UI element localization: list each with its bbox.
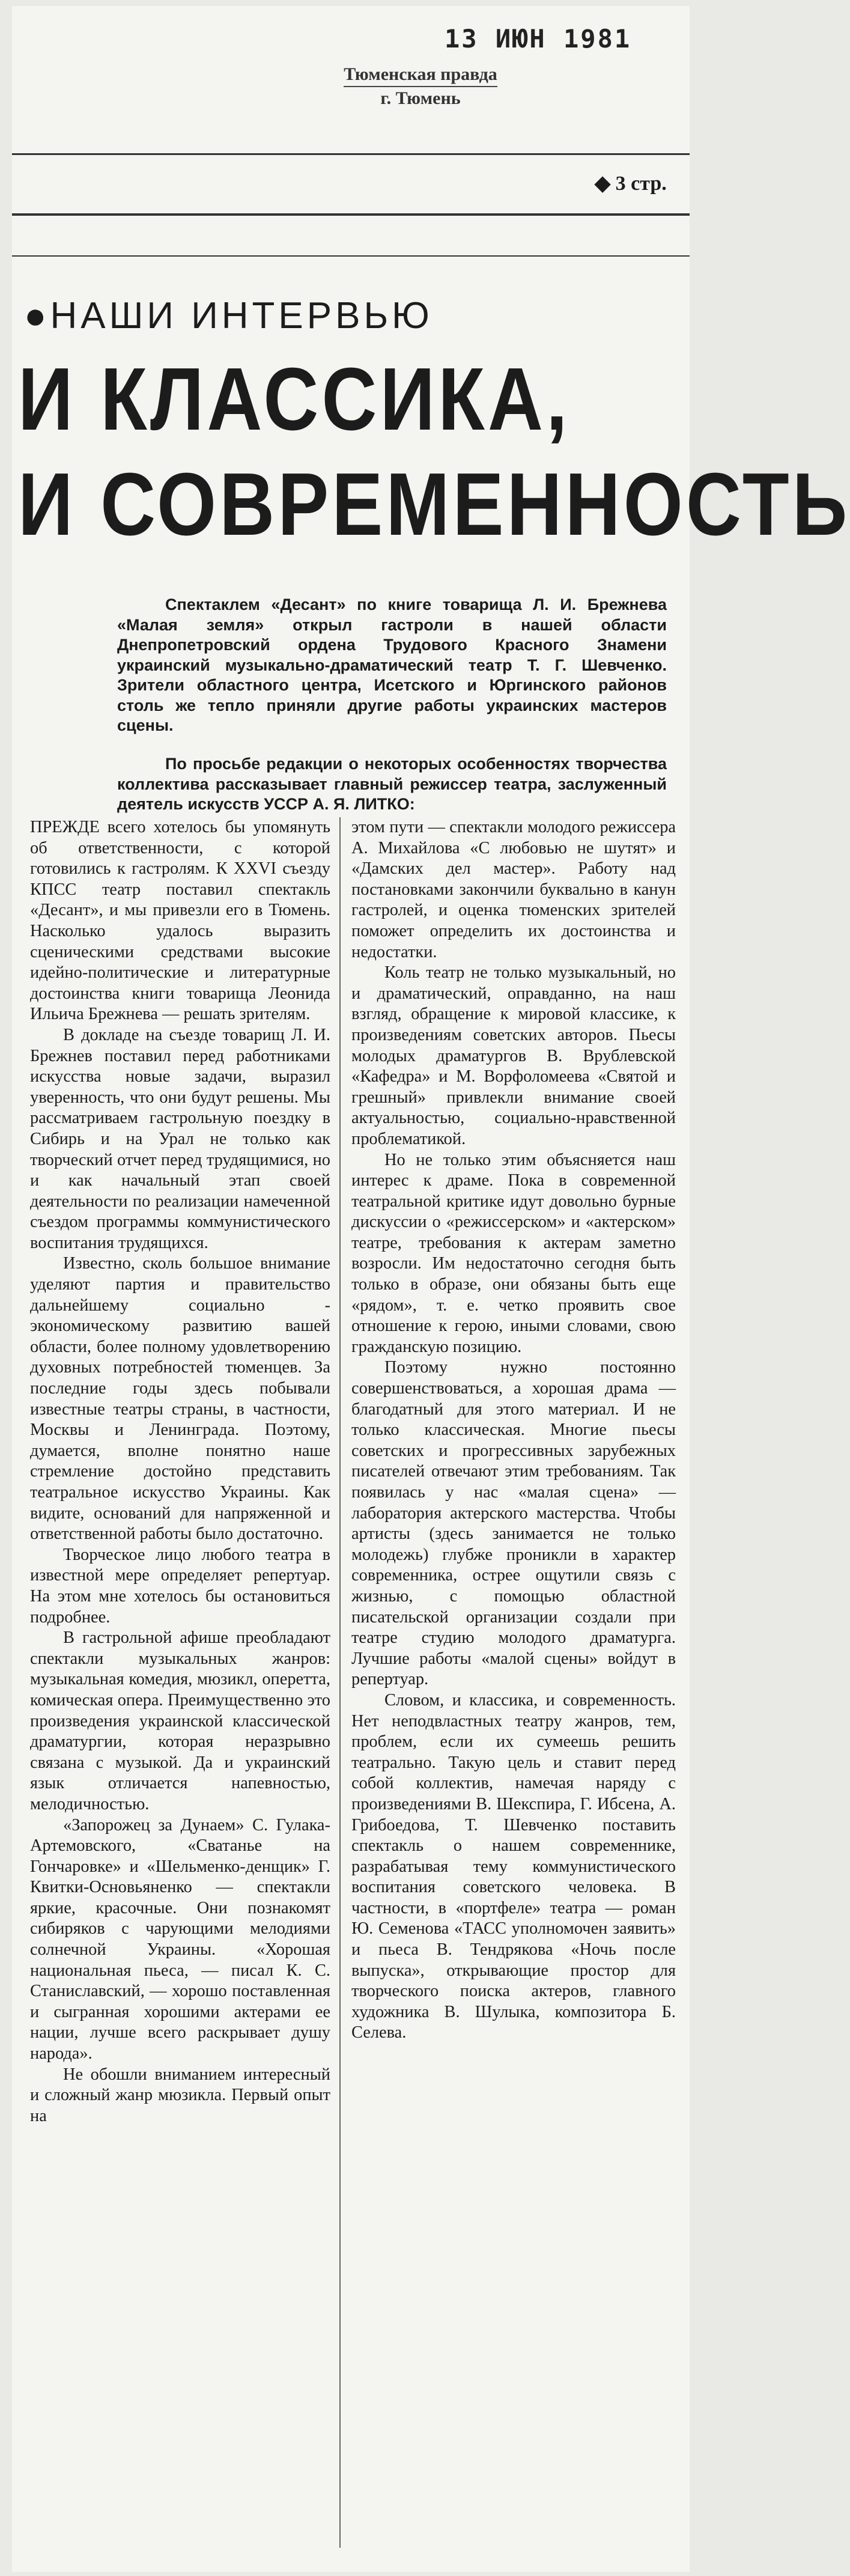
paragraph: Коль театр не только музыкальный, но и драматический, оправданно, на наш взгляд, обращение к мировой классике, к произведениям советских авторов. Пьесы молодых драматургов В. Врублевской «Кафедра» и М. Ворфоломеева «Святой и грешный» привлекли внимание своей актуальностью, социально-нравственной проблематикой.: [351, 963, 676, 1148]
paragraph: Творческое лицо любого театра в известной мере определяет репертуар. На этом мне хотелось бы остановиться подробнее.: [30, 1545, 330, 1627]
top-rule: [12, 153, 690, 155]
headline-line-2: И СОВРЕМЕННОСТЬ: [18, 455, 850, 554]
paragraph: В гастрольной афише преобладают спектакли музыкальных жанров: музыкальная комедия, мюзикл, оперетта, комическая опера. Преимущественно это произведения украинской классической драматургии, которая неразрывно связана с музыкой. Да и украинский язык отличается напевностью, мелодичностью.: [30, 1628, 330, 1813]
newspaper-city: г. Тюмень: [380, 88, 461, 108]
paragraph: этом пути — спектакли молодого режиссера А. Михайлова «С любовью не шутят» и «Дамских дел мастер». Работу над постановками закончили буквально в канун гастролей, и оценка тюменских зрителей поможет определить их достоинства и недостатки.: [351, 818, 676, 961]
paragraph: Известно, сколь большое внимание уделяют партия и правительство дальнейшему социально - экономическому развитию вашей области, более полному удовлетворению духовных потребностей тюменцев. За последние годы здесь побывали известные театры страны, в частности, Москвы и Ленинграда. Поэтому, думается, вполне понятно наше стремление достойно представить театральное искусство Украины. Как видите, оснований для напряженной и ответственной работы было достаточно.: [30, 1254, 330, 1544]
paragraph: «Запорожец за Дунаем» С. Гулака-Артемовского, «Сватанье на Гончаровке» и «Шельменко-денщик» Г. Квитки-Основьяненко — спектакли яркие, красочные. Они познакомят сибиряков с чарующими мелодиями солнечной Украины. «Хорошая национальная пьеса, — писал К. С. Станиславский, — хорошо поставленная и сыгранная хорошими актерами ее нации, лучше всего раскрывает душу народа».: [30, 1815, 330, 2063]
article-column-right: [351, 817, 676, 2044]
paragraph: ПРЕЖДЕ всего хотелось бы упомянуть об ответственности, с которой готовились к гастролям. К XXVI съезду КПСС театр поставил спектакль «Десант», и мы привезли его в Тюмень. Насколько удалось выразить сценическими средствами высокие идейно-политические и литературные достоинства книги товарища Леонида Ильича Брежнева — решать зрителям.: [30, 818, 330, 1024]
paragraph: Не обошли вниманием интересный и сложный жанр мюзикла. Первый опыт на: [30, 2065, 330, 2125]
header-rule: [12, 213, 690, 216]
date-stamp: 13 ИЮН 1981: [445, 24, 632, 53]
paragraph: В докладе на съезде товарищ Л. И. Брежнев поставил перед работниками искусства новые задачи, выразил уверенность, что они будут решены. Мы рассматриваем гастрольную поездку в Сибирь и на Урал не только как творческий отчет перед трудящимися, но и как начальный этап своей деятельности по реализации намеченной съездом программы коммунистического воспитания трудящихся.: [30, 1025, 330, 1252]
lead-paragraph-author: По просьбе редакции о некоторых особенностях творчества коллектива рассказывает главный режиссер театра, заслуженный деятель искусств УССР А. Я. ЛИТКО:: [117, 755, 667, 813]
article-column-left: [30, 817, 330, 2127]
newspaper-stamp: [294, 63, 547, 110]
newspaper-name: Тюменская правда: [344, 63, 497, 87]
rubric-rule: [12, 255, 690, 257]
paragraph: Словом, и классика, и современность. Нет неподвластных театру жанров, тем, проблем, если их сумеешь решить театрально. Такую цель и ставит перед собой коллектив, намечая наряду с произведениями В. Шекспира, Г. Ибсена, А. Грибоедова, Т. Шевченко поставить спектакль о нашем современнике, разрабатывая тему коммунистического воспитания советского человека. В частности, в «портфеле» театра — роман Ю. Семенова «ТАСС уполномочен заявить» и пьеса В. Тендрякова «Ночь после выпуска», открывающие простор для творческого поиска актеров, главного художника В. Шулыка, композитора Б. Селева.: [351, 1690, 676, 2042]
headline-line-1: И КЛАССИКА,: [18, 350, 571, 449]
paragraph: Поэтому нужно постоянно совершенствоваться, а хорошая драма — благодатный для этого материал. И не только классическая. Многие пьесы советских и прогрессивных зарубежных писателей отвечают этим требованиям. Так появилась у нас «малая сцена» — лаборатория актерского мастерства. Чтобы артисты (здесь занимается не только молодежь) глубже проникли в характер современника, острее ощутили связь с жизнью, с помощью областной писательской организации создали при театре студию молодого драматурга. Лучшие работы «малой сцены» войдут в репертуар.: [351, 1358, 676, 1689]
page-reference: ◆ 3 стр.: [595, 172, 667, 195]
rubric: ●НАШИ ИНТЕРВЬЮ: [24, 295, 433, 336]
lead-paragraph: Спектаклем «Десант» по книге товарища Л. И. Брежнева «Малая земля» открыл гастроли в нашей области Днепропетровский ордена Трудового Красного Знамени украинский музыкально-драматический театр Т. Г. Шевченко. Зрители областного центра, Исетского и Юргинского районов столь же тепло приняли другие работы украинских мастеров сцены.: [117, 595, 667, 734]
column-divider: [339, 817, 341, 2548]
paragraph: Но не только этим объясняется наш интерес к драме. Пока в современной театральной критике идут довольно бурные дискуссии о «режиссерском» и «актерском» театре, требования к актерам заметно возросли. Им недостаточно сегодня быть только в образе, они обязаны быть еще «рядом», т. е. четко проявить свое отношение к герою, иными словами, свою гражданскую позицию.: [351, 1150, 676, 1356]
